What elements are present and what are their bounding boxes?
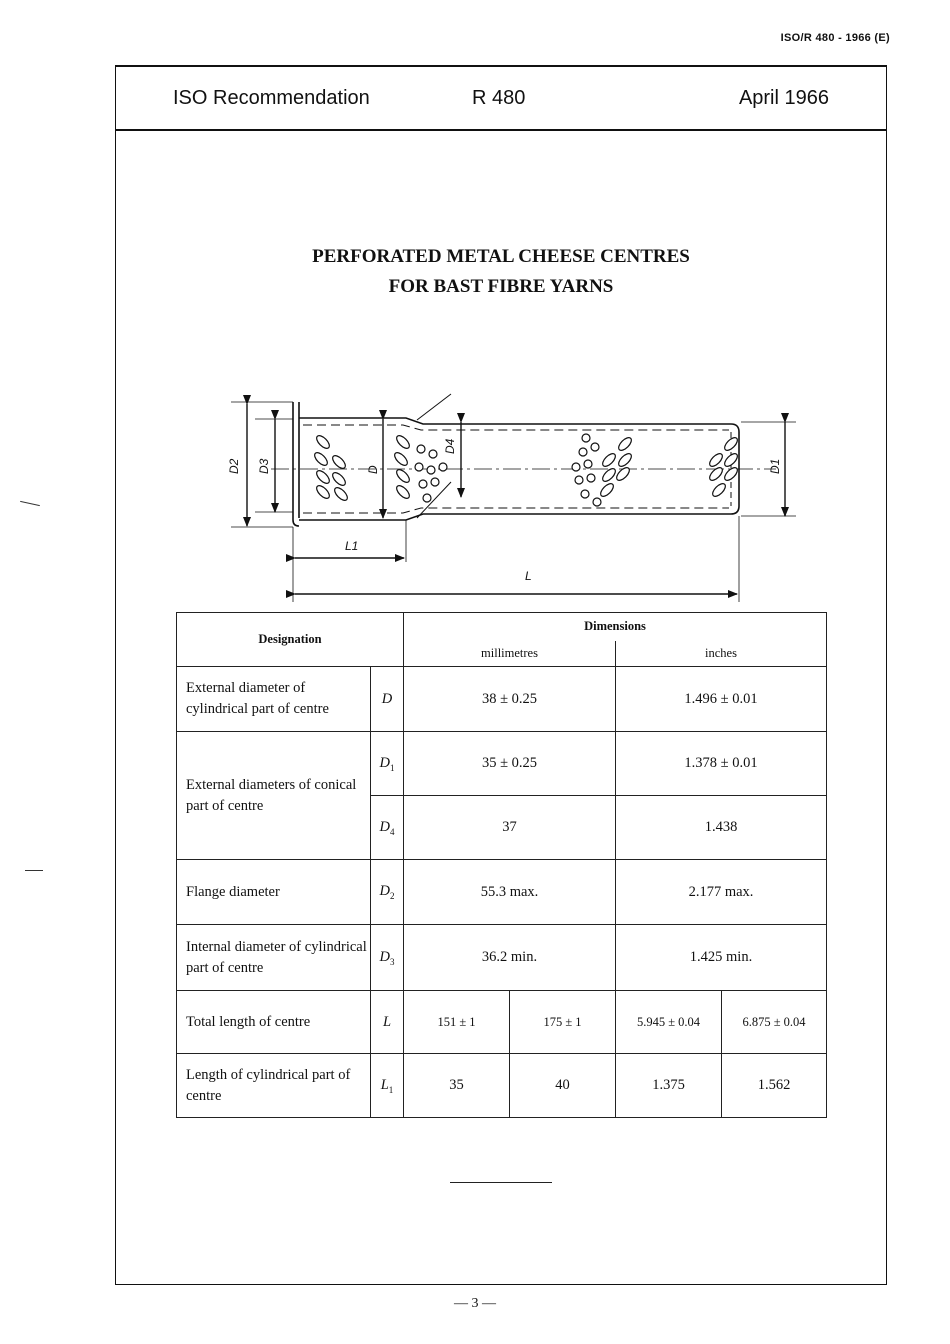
label-d2: D2 [227, 458, 241, 474]
header-inches: inches [616, 641, 827, 667]
table-row [177, 1054, 827, 1118]
margin-mark [25, 870, 43, 871]
value-in: 1.438 [616, 796, 827, 860]
document-code: ISO/R 480 - 1966 (E) [780, 32, 890, 44]
row-label: External diameter of cylindrical part of centre [177, 667, 371, 732]
value-in-1: 5.945 ± 0.04 [616, 991, 722, 1054]
value-in-1: 1.375 [616, 1054, 722, 1118]
dimensions-table [176, 612, 827, 1118]
label-d1: D1 [768, 458, 782, 474]
row-symbol: $L_1$ [371, 1054, 404, 1118]
technical-drawing [211, 322, 811, 583]
label-l: L [525, 569, 532, 583]
end-rule [450, 1182, 552, 1183]
value-in: 2.177 max. [616, 860, 827, 925]
row-symbol: $D_2$ [371, 860, 404, 925]
row-symbol: $D_1$ [371, 732, 404, 796]
value-mm-1: 151 ± 1 [404, 991, 510, 1054]
header-date: April 1966 [738, 87, 829, 109]
label-d: D [366, 465, 380, 474]
margin-mark [20, 501, 40, 506]
table-row [177, 925, 827, 991]
table-row [177, 860, 827, 925]
value-mm: 37 [404, 796, 616, 860]
row-symbol: $D_4$ [371, 796, 404, 860]
row-label: Flange diameter [177, 860, 371, 925]
table-row [177, 732, 827, 796]
row-symbol: $D_3$ [371, 925, 404, 991]
row-label: External diameters of conical part of centre [177, 732, 371, 860]
header-dimensions: Dimensions [404, 613, 827, 641]
row-symbol: L [371, 991, 404, 1054]
value-in: 1.378 ± 0.01 [616, 732, 827, 796]
value-in-2: 1.562 [722, 1054, 827, 1118]
row-label: Internal diameter of cylindrical part of centre [177, 925, 371, 991]
label-d4: D4 [443, 438, 457, 454]
table-row [177, 667, 827, 732]
label-d3: D3 [257, 458, 271, 474]
value-mm: 35 ± 0.25 [404, 732, 616, 796]
title-line-2: FOR BAST FIBRE YARNS [388, 276, 614, 297]
value-mm: 38 ± 0.25 [404, 667, 616, 732]
header-designation: Designation [177, 613, 404, 667]
title-line-1: PERFORATED METAL CHEESE CENTRES [312, 246, 690, 267]
header-number: R 480 [472, 87, 526, 109]
page-frame [115, 65, 887, 1285]
value-in-2: 6.875 ± 0.04 [722, 991, 827, 1054]
value-mm: 36.2 min. [404, 925, 616, 991]
value-in: 1.496 ± 0.01 [616, 667, 827, 732]
page-number: — 3 — [454, 1296, 496, 1311]
label-l1: L1 [345, 539, 359, 553]
value-mm-1: 35 [404, 1054, 510, 1118]
page-title [116, 242, 886, 302]
header-recommendation: ISO Recommendation [173, 87, 370, 109]
header-bar [116, 67, 886, 131]
value-mm: 55.3 max. [404, 860, 616, 925]
row-label: Total length of centre [177, 991, 371, 1054]
row-label: Length of cylindrical part of centre [177, 1054, 371, 1118]
row-symbol: D [371, 667, 404, 732]
value-mm-2: 175 ± 1 [510, 991, 616, 1054]
value-mm-2: 40 [510, 1054, 616, 1118]
table-row [177, 991, 827, 1054]
value-in: 1.425 min. [616, 925, 827, 991]
header-millimetres: millimetres [404, 641, 616, 667]
